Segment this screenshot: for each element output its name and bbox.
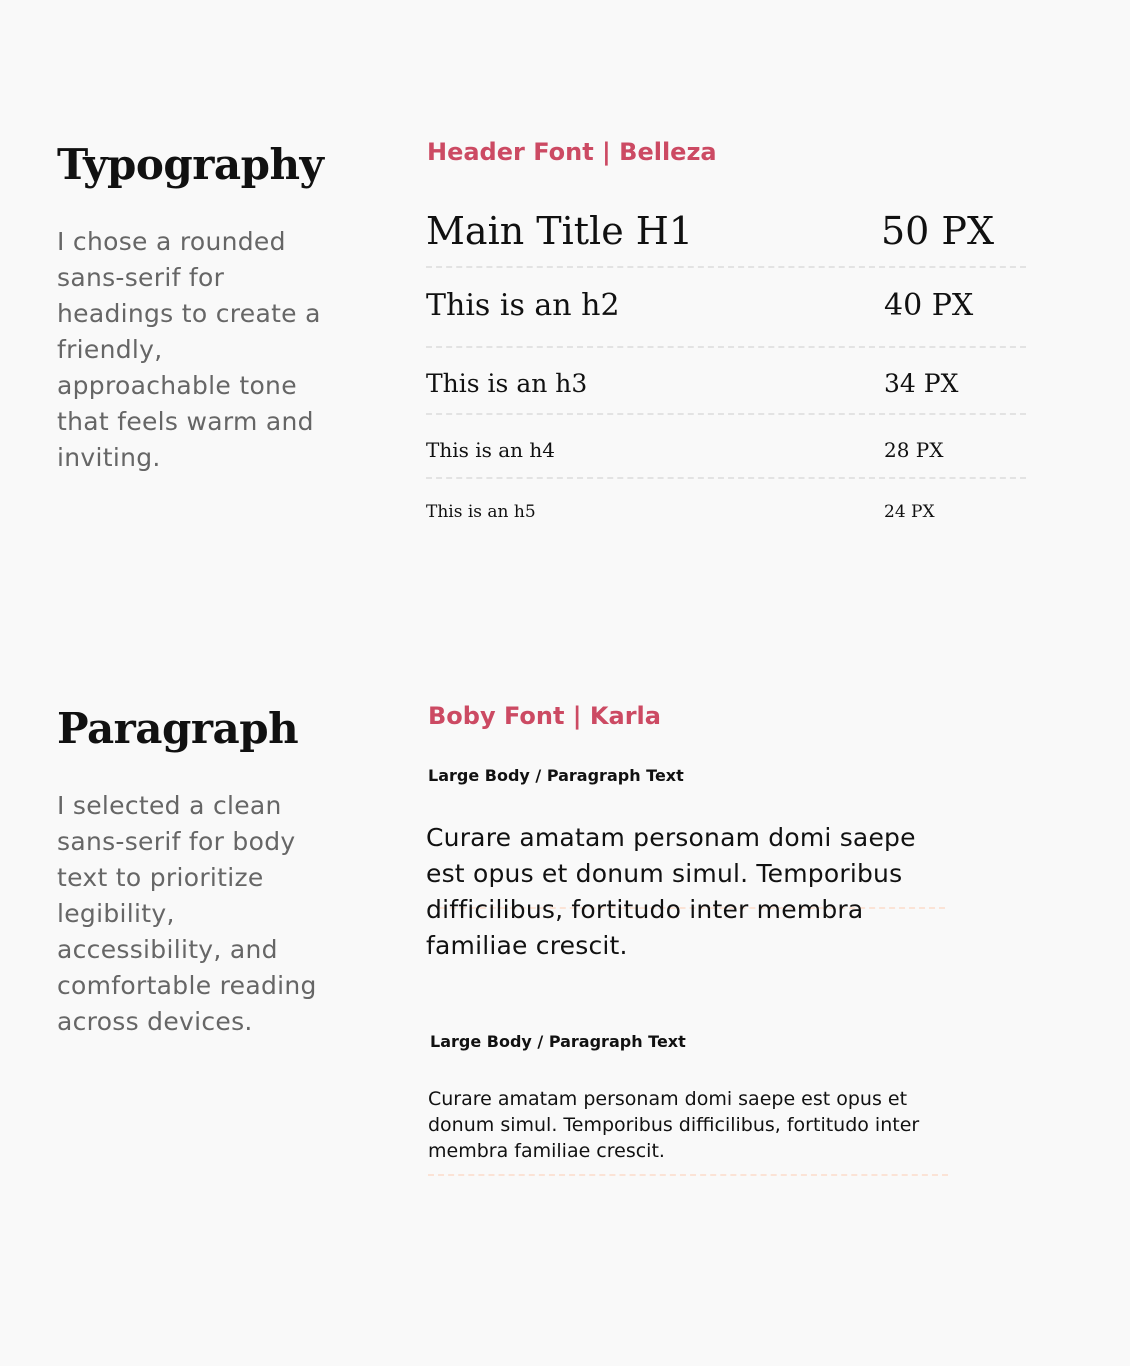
heading-size-h2: 40 PX	[884, 288, 974, 323]
large-body-label: Large Body / Paragraph Text	[428, 766, 684, 785]
header-font-label: Header Font | Belleza	[427, 138, 717, 166]
divider	[426, 266, 1026, 268]
divider	[426, 413, 1026, 415]
heading-sample-h4: This is an h4	[426, 438, 556, 462]
body-font-label: Boby Font | Karla	[428, 702, 661, 730]
heading-size-h4: 28 PX	[884, 438, 944, 462]
typography-description: I chose a rounded sans-serif for headings to create a friendly, approachable tone that feels warm and inviting.	[57, 227, 321, 472]
typography-title: Typography	[57, 140, 324, 189]
heading-sample-h2: This is an h2	[426, 288, 620, 323]
heading-sample-h1: Main Title H1	[426, 209, 694, 253]
divider	[428, 1174, 948, 1176]
paragraph-title: Paragraph	[57, 704, 299, 753]
divider	[426, 477, 1026, 479]
heading-size-h3: 34 PX	[884, 369, 959, 398]
heading-sample-h3: This is an h3	[426, 369, 588, 398]
heading-sample-h5: This is an h5	[426, 502, 536, 522]
body-label: Large Body / Paragraph Text	[430, 1032, 686, 1051]
paragraph-description: I selected a clean sans-serif for body text to prioritize legibility, accessibility, and comfortable reading across devices.	[57, 791, 317, 1036]
body-sample: Curare amatam personam domi saepe est opus et donum simul. Temporibus difficilibus, fortitudo inter membra familiae crescit.	[428, 1088, 920, 1162]
heading-size-h5: 24 PX	[884, 502, 935, 522]
divider	[426, 346, 1026, 348]
heading-size-h1: 50 PX	[881, 209, 995, 253]
large-body-sample: Curare amatam personam domi saepe est opus et donum simul. Temporibus difficilibus, fortitudo inter membra familiae crescit.	[426, 823, 916, 960]
